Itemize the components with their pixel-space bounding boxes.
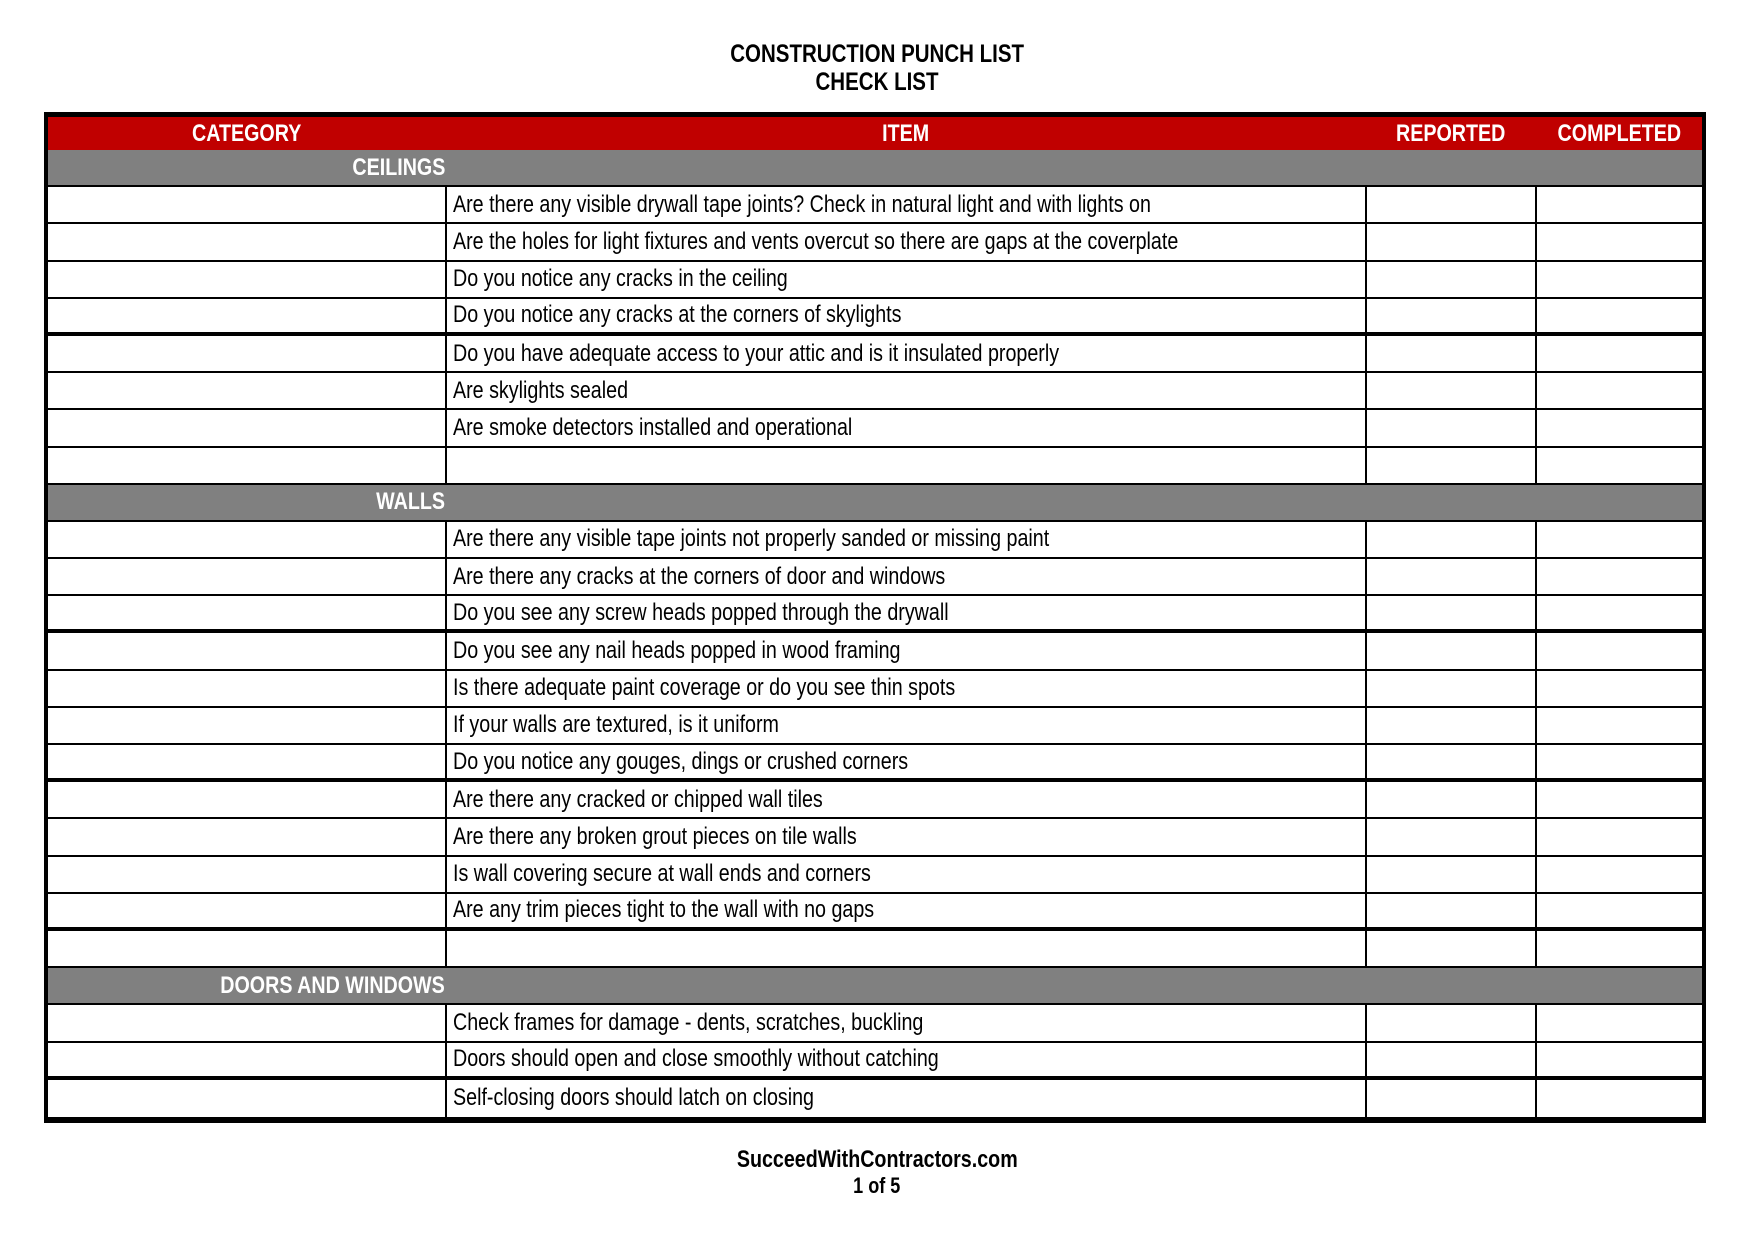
category-cell xyxy=(48,931,447,966)
item-cell xyxy=(447,224,1367,259)
reported-cell[interactable] xyxy=(1367,559,1537,594)
table-row xyxy=(48,633,1702,670)
item-cell xyxy=(447,187,1367,222)
completed-cell[interactable] xyxy=(1537,522,1702,557)
reported-cell[interactable] xyxy=(1367,633,1537,668)
completed-cell[interactable] xyxy=(1537,819,1702,854)
completed-cell[interactable] xyxy=(1537,448,1702,483)
category-cell xyxy=(48,373,447,408)
item-cell xyxy=(447,782,1367,817)
category-cell xyxy=(48,819,447,854)
item-cell xyxy=(447,373,1367,408)
category-cell xyxy=(48,262,447,297)
item-cell xyxy=(447,931,1367,966)
item-cell xyxy=(447,1080,1367,1117)
reported-cell[interactable] xyxy=(1367,299,1537,332)
table-row xyxy=(48,819,1702,856)
completed-cell[interactable] xyxy=(1537,262,1702,297)
category-cell xyxy=(48,745,447,778)
category-cell xyxy=(48,299,447,332)
reported-cell[interactable] xyxy=(1367,187,1537,222)
column-header-reported: REPORTED xyxy=(1396,119,1506,147)
table-row xyxy=(48,671,1702,708)
item-cell xyxy=(447,559,1367,594)
item-cell xyxy=(447,522,1367,557)
table-row xyxy=(48,857,1702,894)
item-cell xyxy=(447,336,1367,371)
table-header-row xyxy=(48,117,1702,150)
category-cell xyxy=(48,708,447,743)
item-text: Do you notice any gouges, dings or crushed corners xyxy=(453,747,909,775)
column-header-item: ITEM xyxy=(882,119,930,147)
table-row xyxy=(48,708,1702,745)
completed-cell[interactable] xyxy=(1537,336,1702,371)
item-text: Is wall covering secure at wall ends and corners xyxy=(453,860,871,888)
footer-website: SucceedWithContractors.com xyxy=(736,1146,1018,1173)
completed-cell[interactable] xyxy=(1537,1043,1702,1076)
reported-cell[interactable] xyxy=(1367,819,1537,854)
section-label-cell xyxy=(48,150,447,185)
completed-cell[interactable] xyxy=(1537,633,1702,668)
category-cell xyxy=(48,1080,447,1117)
item-cell xyxy=(447,708,1367,743)
item-text: Are there any broken grout pieces on tile walls xyxy=(453,822,857,850)
table-row xyxy=(48,782,1702,819)
reported-cell[interactable] xyxy=(1367,782,1537,817)
item-cell xyxy=(447,894,1367,927)
item-text: Are any trim pieces tight to the wall with no gaps xyxy=(453,896,875,924)
category-cell xyxy=(48,336,447,371)
table-row xyxy=(48,522,1702,559)
blank-row xyxy=(48,931,1702,968)
reported-cell[interactable] xyxy=(1367,745,1537,778)
item-text: Are there any cracked or chipped wall tiles xyxy=(453,785,823,813)
table-row xyxy=(48,224,1702,261)
item-cell xyxy=(447,671,1367,706)
column-header-completed: COMPLETED xyxy=(1557,119,1682,147)
completed-cell[interactable] xyxy=(1537,299,1702,332)
checklist-table xyxy=(44,112,1706,1123)
section-label: WALLS xyxy=(376,488,445,516)
item-text: Are there any visible tape joints not properly sanded or missing paint xyxy=(453,525,1050,553)
item-text: Check frames for damage - dents, scratches, buckling xyxy=(453,1008,924,1036)
reported-cell[interactable] xyxy=(1367,224,1537,259)
reported-cell[interactable] xyxy=(1367,262,1537,297)
section-label-cell xyxy=(48,968,447,1003)
category-cell xyxy=(48,1005,447,1040)
document-title xyxy=(0,40,1754,96)
completed-cell[interactable] xyxy=(1537,373,1702,408)
completed-cell[interactable] xyxy=(1537,708,1702,743)
item-text: Do you see any nail heads popped in wood framing xyxy=(453,637,901,665)
table-row xyxy=(48,596,1702,633)
item-text: If your walls are textured, is it uniform xyxy=(453,711,779,739)
completed-cell[interactable] xyxy=(1537,745,1702,778)
item-cell xyxy=(447,448,1367,483)
category-cell xyxy=(48,596,447,629)
reported-cell[interactable] xyxy=(1367,857,1537,892)
reported-cell[interactable] xyxy=(1367,1005,1537,1040)
footer-page-number: 1 of 5 xyxy=(853,1173,901,1198)
section-label: DOORS AND WINDOWS xyxy=(220,971,445,999)
header-cell-completed xyxy=(1537,117,1702,150)
item-text: Do you see any screw heads popped through the drywall xyxy=(453,598,949,626)
header-cell-reported xyxy=(1367,117,1537,150)
category-cell xyxy=(48,671,447,706)
item-text: Are the holes for light fixtures and vents overcut so there are gaps at the coverplate xyxy=(453,227,1179,255)
reported-cell[interactable] xyxy=(1367,410,1537,445)
item-cell xyxy=(447,1043,1367,1076)
title-line-2: CHECK LIST xyxy=(815,68,939,96)
header-cell-category xyxy=(48,117,447,150)
section-row xyxy=(48,968,1702,1005)
reported-cell[interactable] xyxy=(1367,708,1537,743)
table-row xyxy=(48,745,1702,782)
reported-cell[interactable] xyxy=(1367,522,1537,557)
item-cell xyxy=(447,596,1367,629)
table-row xyxy=(48,336,1702,373)
item-cell xyxy=(447,1005,1367,1040)
table-row xyxy=(48,1005,1702,1042)
item-text: Do you notice any cracks at the corners of skylights xyxy=(453,301,902,329)
item-cell xyxy=(447,410,1367,445)
category-cell xyxy=(48,224,447,259)
item-text: Do you notice any cracks in the ceiling xyxy=(453,265,788,293)
reported-cell[interactable] xyxy=(1367,336,1537,371)
blank-row xyxy=(48,448,1702,485)
completed-cell[interactable] xyxy=(1537,1005,1702,1040)
table-row xyxy=(48,559,1702,596)
completed-cell[interactable] xyxy=(1537,931,1702,966)
column-header-category: CATEGORY xyxy=(191,119,302,147)
header-cell-item xyxy=(447,117,1367,150)
item-text: Is there adequate paint coverage or do you see thin spots xyxy=(453,674,956,702)
title-line-1: CONSTRUCTION PUNCH LIST xyxy=(730,40,1024,68)
item-cell xyxy=(447,633,1367,668)
category-cell xyxy=(48,633,447,668)
reported-cell[interactable] xyxy=(1367,448,1537,483)
reported-cell[interactable] xyxy=(1367,894,1537,927)
completed-cell[interactable] xyxy=(1537,410,1702,445)
reported-cell[interactable] xyxy=(1367,596,1537,629)
item-text: Doors should open and close smoothly without catching xyxy=(453,1045,939,1073)
category-cell xyxy=(48,857,447,892)
reported-cell[interactable] xyxy=(1367,1043,1537,1076)
table-row xyxy=(48,410,1702,447)
reported-cell[interactable] xyxy=(1367,931,1537,966)
item-text: Are there any visible drywall tape joints? Check in natural light and with lights on xyxy=(453,190,1151,218)
reported-cell[interactable] xyxy=(1367,1080,1537,1117)
completed-cell[interactable] xyxy=(1537,671,1702,706)
table-row xyxy=(48,1043,1702,1080)
item-cell xyxy=(447,819,1367,854)
category-cell xyxy=(48,782,447,817)
completed-cell[interactable] xyxy=(1537,894,1702,927)
table-row xyxy=(48,187,1702,224)
item-cell xyxy=(447,745,1367,778)
item-text: Do you have adequate access to your attic and is it insulated properly xyxy=(453,339,1060,367)
category-cell xyxy=(48,894,447,927)
category-cell xyxy=(48,187,447,222)
item-text: Are skylights sealed xyxy=(453,376,629,404)
completed-cell[interactable] xyxy=(1537,596,1702,629)
item-cell xyxy=(447,857,1367,892)
category-cell xyxy=(48,1043,447,1076)
item-text: Are there any cracks at the corners of door and windows xyxy=(453,562,946,590)
category-cell xyxy=(48,448,447,483)
table-row xyxy=(48,894,1702,931)
reported-cell[interactable] xyxy=(1367,671,1537,706)
section-row xyxy=(48,485,1702,522)
completed-cell[interactable] xyxy=(1537,559,1702,594)
item-text: Self-closing doors should latch on closing xyxy=(453,1084,815,1112)
reported-cell[interactable] xyxy=(1367,373,1537,408)
item-text: Are smoke detectors installed and operational xyxy=(453,413,853,441)
section-row xyxy=(48,150,1702,187)
completed-cell[interactable] xyxy=(1537,1080,1702,1117)
category-cell xyxy=(48,522,447,557)
completed-cell[interactable] xyxy=(1537,187,1702,222)
table-row xyxy=(48,299,1702,336)
item-cell xyxy=(447,262,1367,297)
completed-cell[interactable] xyxy=(1537,782,1702,817)
completed-cell[interactable] xyxy=(1537,224,1702,259)
category-cell xyxy=(48,559,447,594)
category-cell xyxy=(48,410,447,445)
item-cell xyxy=(447,299,1367,332)
section-label: CEILINGS xyxy=(352,153,445,181)
table-row xyxy=(48,262,1702,299)
completed-cell[interactable] xyxy=(1537,857,1702,892)
section-label-cell xyxy=(48,485,447,520)
table-row xyxy=(48,373,1702,410)
table-row xyxy=(48,1080,1702,1117)
